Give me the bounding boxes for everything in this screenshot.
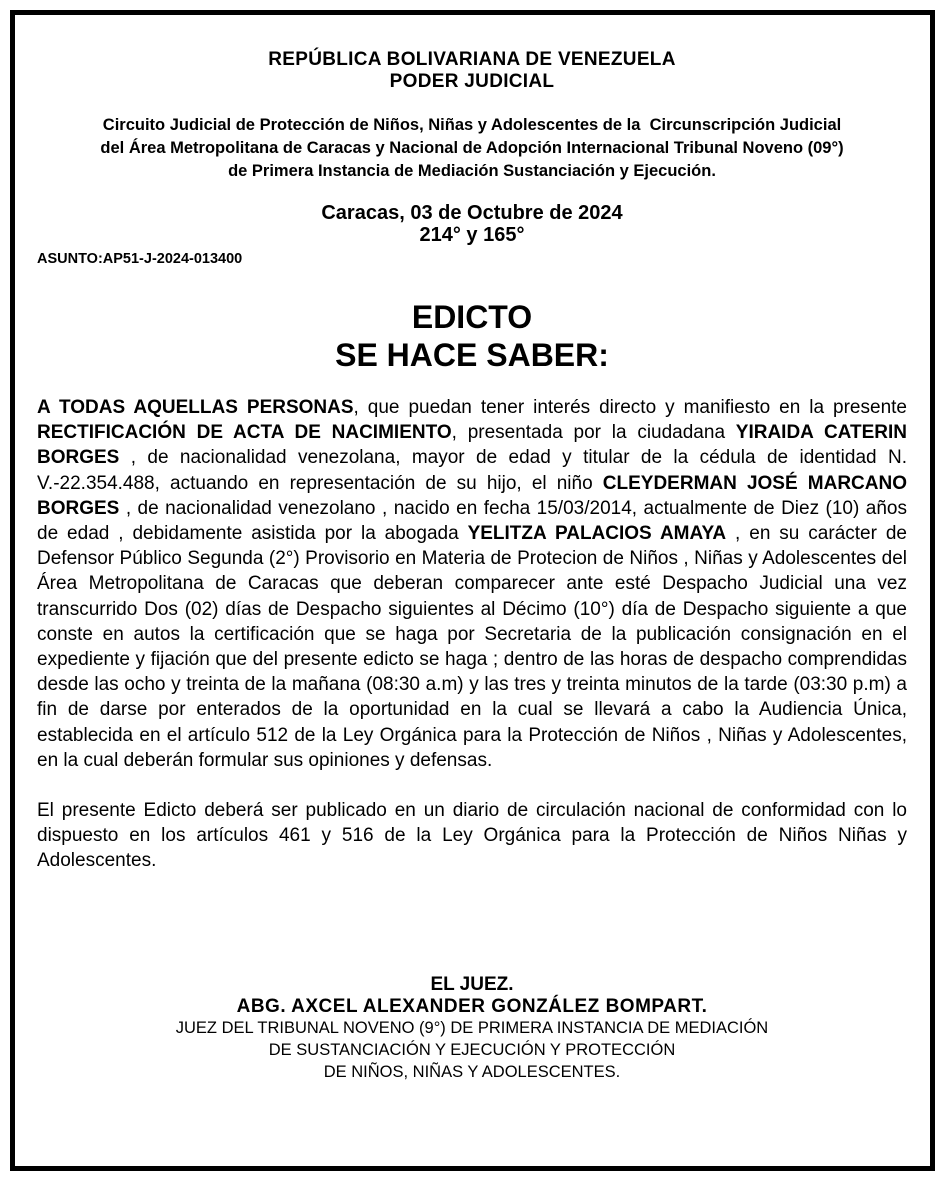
edict-heading: [37, 298, 907, 374]
judicial-power-title: PODER JUDICIAL: [389, 71, 555, 92]
text-segment: , que puedan tener interés directo y manifiesto en la presente: [353, 397, 907, 418]
text-segment: , en su carácter de Defensor Público Segunda (2°) Provisorio en Materia de Protecion de Niños , Niñas y Adolescentes del Área Metropolitana de Caracas que deberan comparecer ante esté Despacho Judicial una vez transcurrido Dos (02) días de Despacho siguientes al Décimo (10°) día de Despacho siguiente a que conste en autos la certificación que se haga por Secretaria de la publicación consignación en el expediente y fijación que del presente edicto se haga ; dentro de las horas de despacho comprendidas desde las ocho y treinta de la mañana (08:30 a.m) y las tres y treinta minutos de la tarde (03:30 p.m) a fin de darse por enterados de la oportunidad en la cual se llevará a cabo la Audiencia Única, establecida en el artículo 512 de la Ley Orgánica para la Protección de Niños , Niñas y Adolescentes, en la cual deberán formular sus opiniones y defensas.: [37, 523, 907, 771]
edict-title: EDICTO: [411, 299, 533, 335]
edict-border: [10, 10, 935, 1171]
text-segment: , de nacionalidad venezolana, mayor de edad y titular de la cédula de identidad N. V.-22.354.488, actuando en representación de su hijo, el niño: [37, 447, 907, 494]
country-title: REPÚBLICA BOLIVARIANA DE VENEZUELA: [268, 49, 676, 70]
judge-position-line-1: JUEZ DEL TRIBUNAL NOVENO (9°) DE PRIMERA INSTANCIA DE MEDIACIÓN: [175, 1018, 769, 1037]
place-date: Caracas, 03 de Octubre de 2024: [321, 202, 623, 224]
years: 214° y 165°: [419, 224, 525, 246]
judge-position-line-3: DE NIÑOS, NIÑAS Y ADOLESCENTES.: [323, 1062, 621, 1081]
child-name: CLEYDERMAN JOSÉ MARCANO BORGES: [37, 472, 907, 519]
court-circuit: [37, 114, 907, 183]
signature-block: [37, 974, 907, 1083]
judge-position-line-2: DE SUSTANCIACIÓN Y EJECUCIÓN Y PROTECCIÓN: [268, 1040, 676, 1059]
circuit-line-1: Circuito Judicial de Protección de Niños, Niñas y Adolescentes de la Circunscripción Judicial: [102, 116, 842, 134]
addressee: A TODAS AQUELLAS PERSONAS: [37, 397, 354, 418]
paragraph-publication: El presente Edicto deberá ser publicado en un diario de circulación nacional de conformidad con lo dispuesto en los artículos 461 y 516 de la Ley Orgánica para la Protección de Niños Niñas y Adolescentes.: [37, 800, 907, 872]
applicant-name: YIRAIDA CATERIN BORGES: [37, 422, 907, 469]
place-date-block: [37, 202, 907, 246]
judge-title: EL JUEZ.: [430, 973, 514, 995]
case-number: ASUNTO:AP51-J-2024-013400: [37, 251, 243, 267]
lawyer-name: YELITZA PALACIOS AMAYA: [467, 523, 727, 545]
edict-content: [37, 49, 907, 1083]
header: [37, 49, 907, 93]
case-type: RECTIFICACIÓN DE ACTA DE NACIMIENTO: [37, 422, 452, 444]
text-segment: , presentada por la ciudadana: [451, 422, 736, 444]
judge-name: ABG. AXCEL ALEXANDER GONZÁLEZ BOMPART.: [236, 995, 708, 1017]
judge-position: [37, 1017, 907, 1083]
paragraph-notice: [37, 395, 907, 773]
circuit-line-2: del Área Metropolitana de Caracas y Nacional de Adopción Internacional Tribunal Noveno (09°): [100, 139, 844, 157]
edict-subtitle: SE HACE SABER:: [335, 337, 609, 373]
edict-body: [37, 395, 907, 874]
text-segment: , de nacionalidad venezolano , nacido en fecha 15/03/2014, actualmente de Diez (10) años de edad , debidamente asistida por la abogada: [37, 497, 907, 545]
circuit-line-3: de Primera Instancia de Mediación Sustanciación y Ejecución.: [228, 162, 716, 180]
